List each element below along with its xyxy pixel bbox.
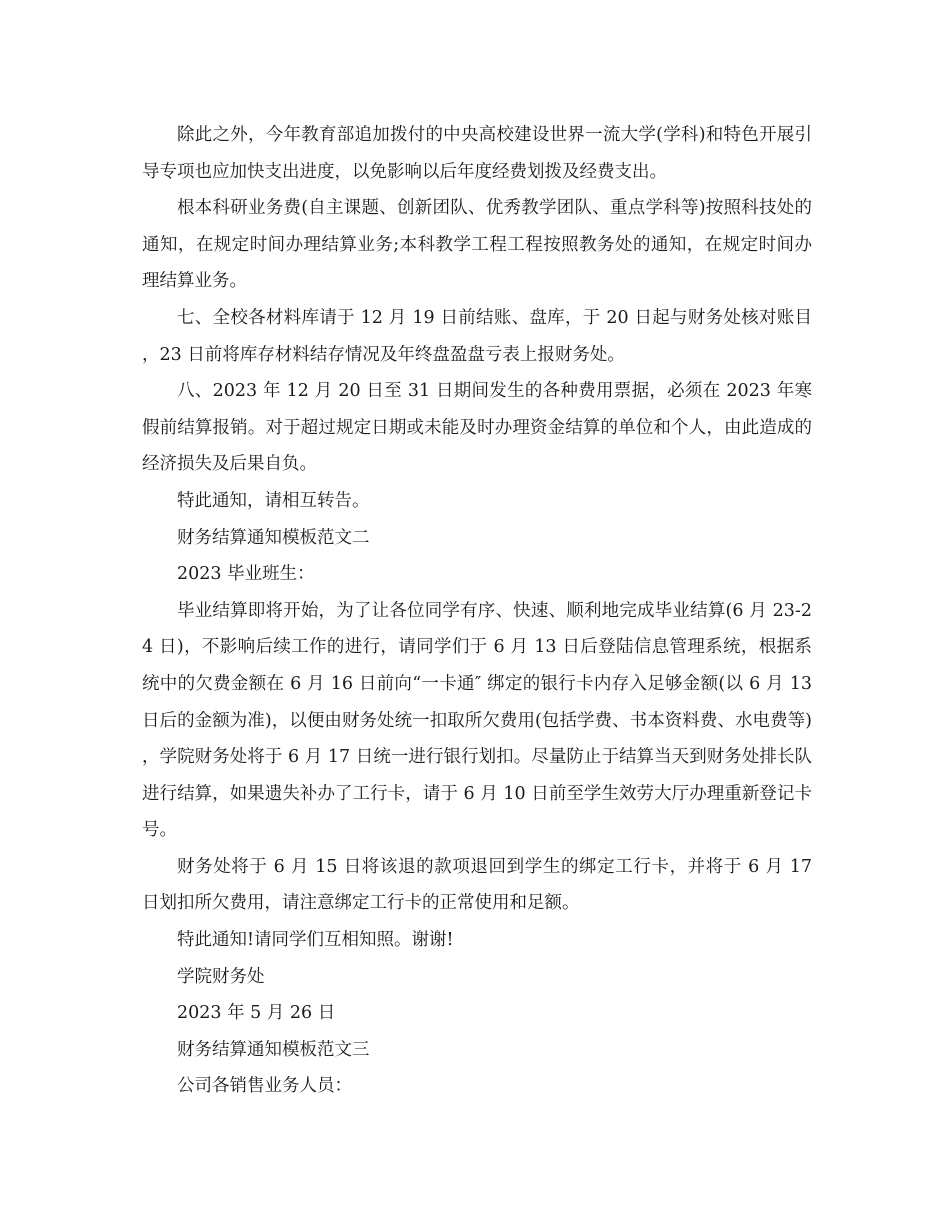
paragraph-notice-thanks: 特此通知!请同学们互相知照。谢谢! [177,930,454,951]
paragraph-graduation-settlement: 毕业结算即将开始，为了让各位同学有序、快速、顺利地完成毕业结算(6 月 23-24 日)，不影响后续工作的进行，请同学们于 6 月 13 日后登陆信息管理系统，根据系统中的欠费金额在 6 月 16 日前向“一卡通″ 绑定的银行卡内存入足够金额(以 6 月 13 日后的金额为准)，以便由财务处统一扣取所欠费用(包括学费、书本资料费、水电费等)，学院财务处将于 6 月 17 日统一进行银行划扣。尽量防止于结算当天到财务处排长队进行结算，如果遗失补办了工行卡，请于 6 月 10 日前至学生效劳大厅办理重新登记卡号。 [142,600,812,841]
paragraph-item-seven: 七、全校各材料库请于 12 月 19 日前结账、盘库，于 20 日起与财务处核对账目，23 日前将库存材料结存情况及年终盘盈盘亏表上报财务处。 [142,307,812,365]
document-body [142,117,812,1105]
section-heading-template-three: 财务结算通知模板范文三 [177,1039,370,1060]
paragraph-research-funds: 根本科研业务费(自主课题、创新团队、优秀教学团队、重点学科等)按照科技处的通知，在规定时间办理结算业务;本科教学工程工程按照教务处的通知，在规定时间办理结算业务。 [142,198,812,292]
signature-date: 2023 年 5 月 26 日 [177,1003,336,1024]
paragraph-extra-funding: 除此之外，今年教育部追加拨付的中央高校建设世界一流大学(学科)和特色开展引导专项也应加快支出进度，以免影响以后年度经费划拨及经费支出。 [142,125,812,182]
paragraph-item-eight: 八、2023 年 12 月 20 日至 31 日期间发生的各种费用票据，必须在 2023 年寒假前结算报销。对于超过规定日期或未能及时办理资金结算的单位和个人，由此造成的经济损失及后果自负。 [142,381,812,475]
paragraph-refund-notice: 财务处将于 6 月 15 日将该退的款项退回到学生的绑定工行卡，并将于 6 月 17 日划扣所欠费用，请注意绑定工行卡的正常使用和足额。 [142,856,812,914]
signature-finance-office: 学院财务处 [177,966,265,987]
salutation-sales-staff: 公司各销售业务人员： [177,1076,352,1097]
section-heading-template-two: 财务结算通知模板范文二 [177,527,370,548]
paragraph-notice-closing: 特此通知，请相互转告。 [177,490,370,511]
salutation-graduates: 2023 毕业班生： [177,564,315,585]
